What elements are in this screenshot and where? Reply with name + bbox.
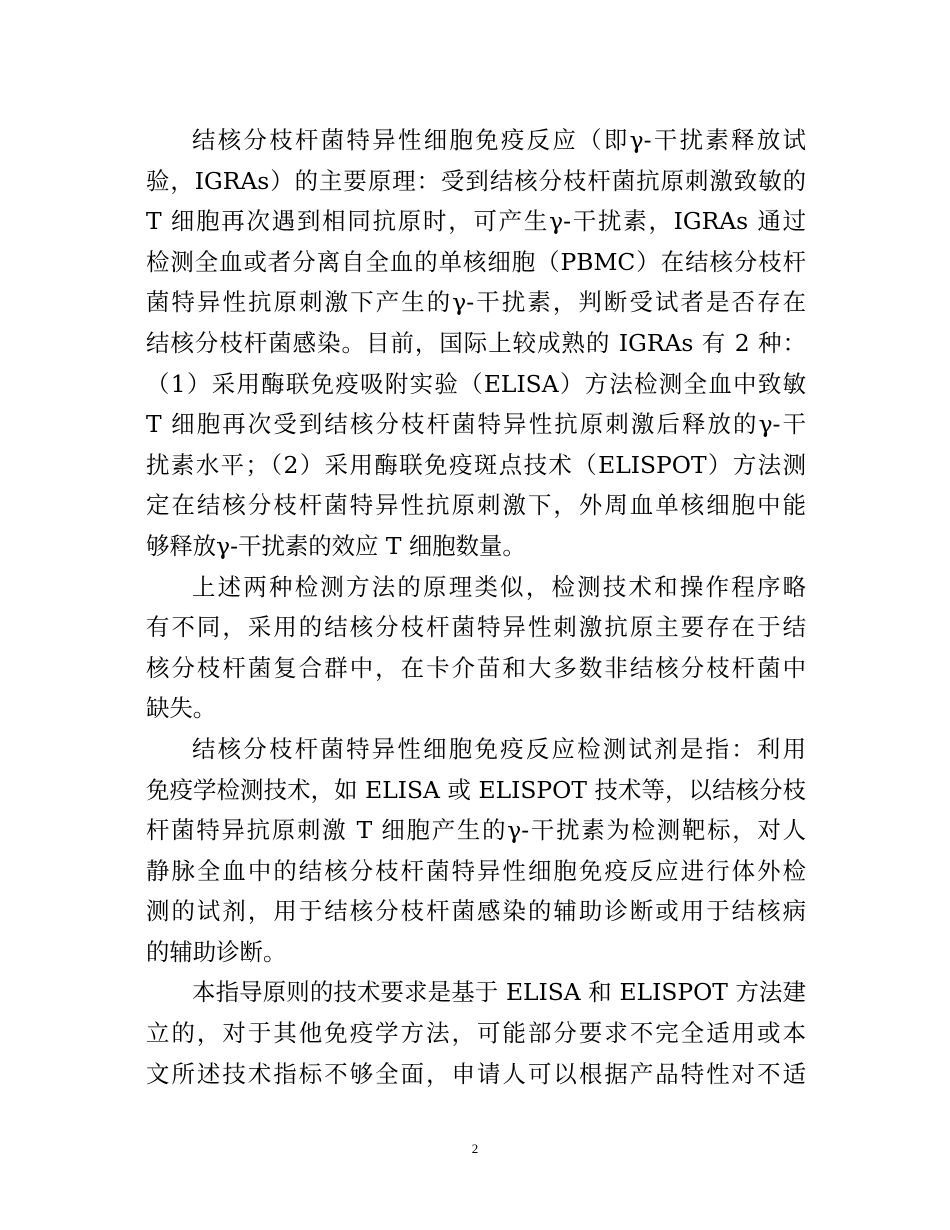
- paragraph-4: [146, 972, 806, 1094]
- text-line: 结核分枝杆菌感染。目前，国际上较成熟的 IGRAs 有 2 种：: [146, 328, 806, 357]
- text-line: T 细胞再次受到结核分枝杆菌特异性抗原刺激后释放的γ-干: [146, 410, 806, 439]
- text-line: 杆菌特异抗原刺激 T 细胞产生的γ-干扰素为检测靶标，对人: [146, 816, 806, 845]
- text-line: 检测全血或者分离自全血的单核细胞（PBMC）在结核分枝杆: [146, 247, 806, 276]
- paragraph-1: [146, 120, 806, 567]
- text-line: 菌特异性抗原刺激下产生的γ-干扰素，判断受试者是否存在: [146, 288, 806, 317]
- text-line: 的辅助诊断。: [146, 937, 287, 966]
- text-line: 缺失。: [146, 694, 217, 723]
- text-line: 定在结核分枝杆菌特异性抗原刺激下，外周血单核细胞中能: [146, 491, 806, 520]
- text-line: 够释放γ-干扰素的效应 T 细胞数量。: [146, 531, 526, 560]
- paragraph-2: [146, 567, 806, 729]
- text-line: （1）采用酶联免疫吸附实验（ELISA）方法检测全血中致敏: [146, 369, 806, 398]
- text-line: 有不同，采用的结核分枝杆菌特异性刺激抗原主要存在于结: [146, 613, 806, 642]
- text-line: 立的，对于其他免疫学方法，可能部分要求不完全适用或本: [146, 1019, 806, 1048]
- text-line: 文所述技术指标不够全面，申请人可以根据产品特性对不适: [146, 1059, 806, 1088]
- paragraph-3: [146, 729, 806, 973]
- text-line: 验，IGRAs）的主要原理：受到结核分枝杆菌抗原刺激致敏的: [146, 166, 806, 195]
- text-line: 扰素水平；（2）采用酶联免疫斑点技术（ELISPOT）方法测: [146, 450, 806, 479]
- text-line: 静脉全血中的结核分枝杆菌特异性细胞免疫反应进行体外检: [146, 856, 806, 885]
- text-line: 核分枝杆菌复合群中，在卡介苗和大多数非结核分枝杆菌中: [146, 653, 806, 682]
- text-line: 结核分枝杆菌特异性细胞免疫反应检测试剂是指：利用: [192, 734, 806, 763]
- text-line: T 细胞再次遇到相同抗原时，可产生γ-干扰素，IGRAs 通过: [146, 207, 806, 236]
- page-number: 2: [471, 1141, 479, 1156]
- body-text: [146, 120, 806, 1094]
- text-line: 测的试剂，用于结核分枝杆菌感染的辅助诊断或用于结核病: [146, 897, 806, 926]
- text-line: 免疫学检测技术，如 ELISA 或 ELISPOT 技术等，以结核分枝: [146, 775, 806, 804]
- text-line: 本指导原则的技术要求是基于 ELISA 和 ELISPOT 方法建: [192, 978, 806, 1007]
- text-line: 上述两种检测方法的原理类似，检测技术和操作程序略: [192, 572, 806, 601]
- text-line: 结核分枝杆菌特异性细胞免疫反应（即γ-干扰素释放试: [192, 126, 806, 154]
